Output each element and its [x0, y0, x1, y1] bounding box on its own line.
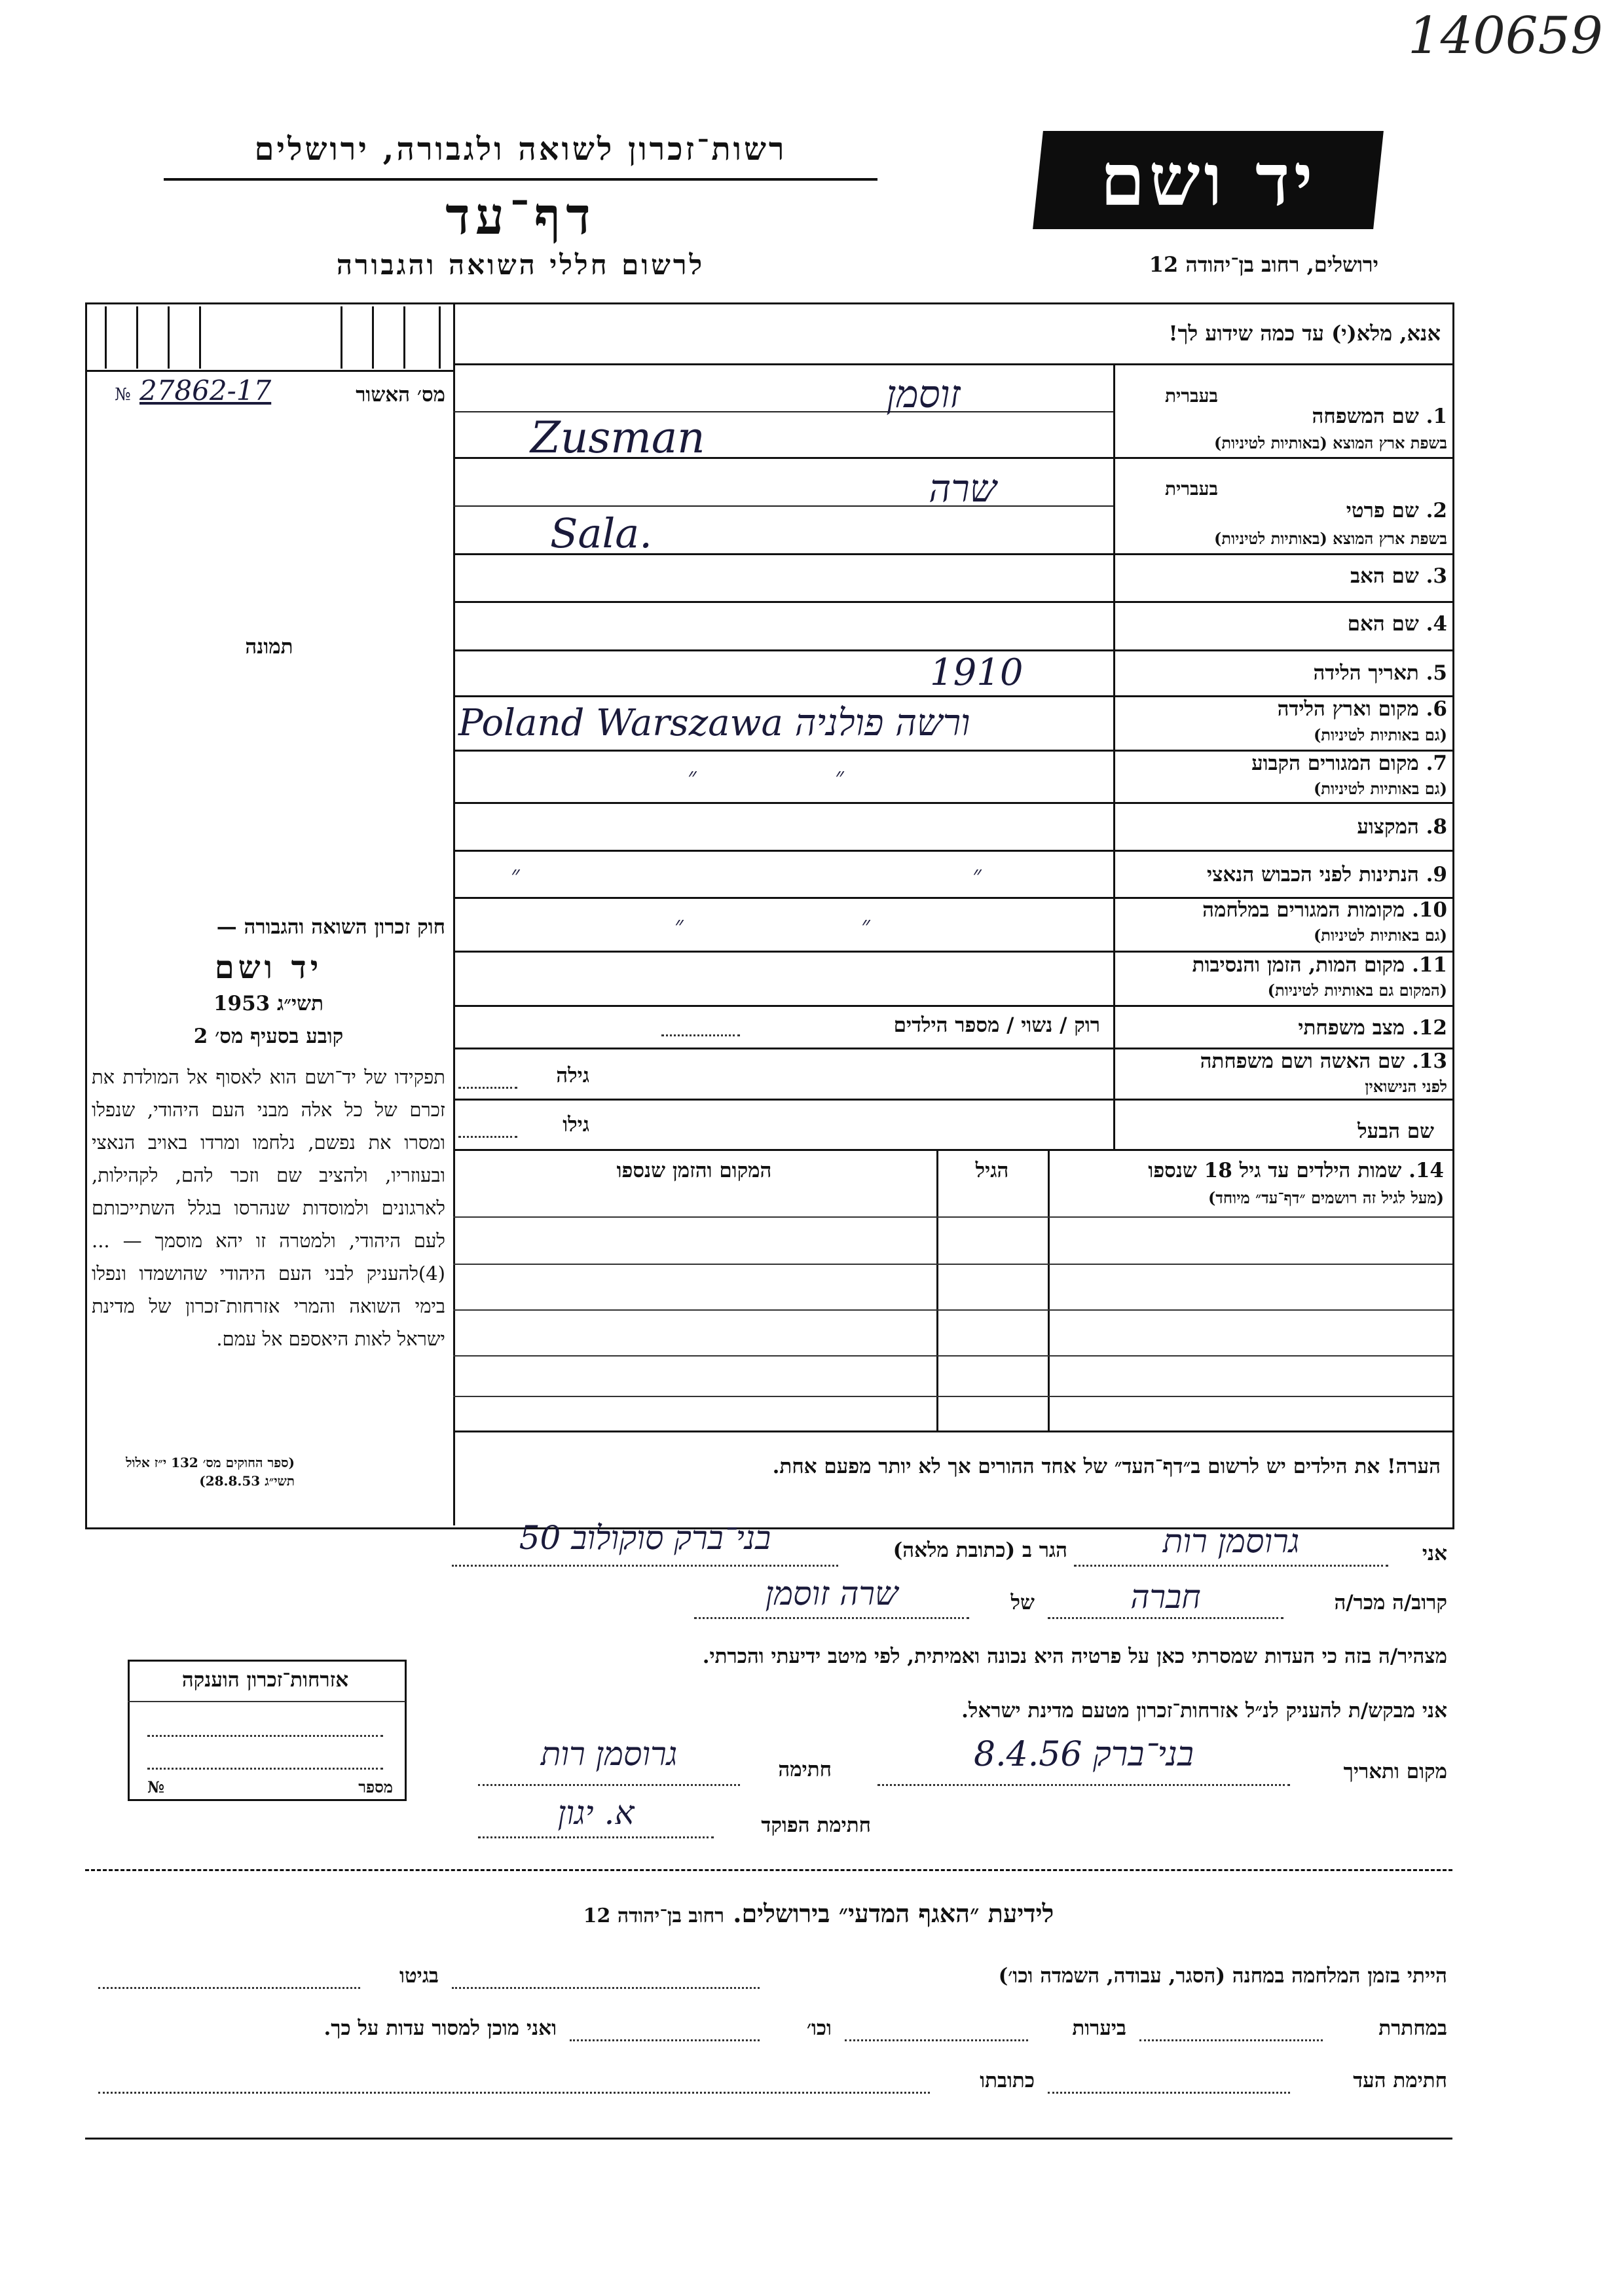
field-10-num: 10. [1412, 898, 1447, 922]
field-13-text: שם האשה ושם משפחתה [1200, 1049, 1405, 1073]
field-10-sub: (גם באותיות לטיניות) [1313, 926, 1447, 945]
field-3-label [1120, 564, 1447, 588]
decl-i: אני [1422, 1542, 1447, 1565]
children-sub: (מעל לגיל זה רושמים ״דף־עד״ מיוחד) [1208, 1188, 1444, 1207]
field-1-sub: בשפת ארץ המוצא (באותיות לטיניות) [1214, 433, 1447, 452]
bottom-title-text: לידיעת ״האגף המדעי״ בירושלים. [733, 1899, 1054, 1928]
field-1-value-hebrew: זוסמן [886, 372, 961, 416]
field-10-text: מקומות המגורים במלחמה [1202, 898, 1405, 922]
field-1-value-latin: Zusman [530, 412, 705, 463]
decl-name: גרוסמן רות [1162, 1522, 1300, 1560]
decl-address: בני־ברק סוקולוב 50 [519, 1519, 771, 1557]
field-6-value: Poland Warszawa ורשה פולניה [458, 702, 970, 744]
citizenship-number-prefix: № [147, 1777, 165, 1796]
field-9-value: ״ ״ [511, 862, 982, 888]
field-8-label [1120, 815, 1447, 839]
bottom-etc: וכו׳ [806, 2016, 832, 2040]
decl-signature-label: חתימה [778, 1758, 832, 1781]
field-7-sub: (גם באותיות לטיניות) [1313, 779, 1447, 798]
comb-boxes [105, 306, 449, 369]
left-column-divider [453, 302, 455, 1525]
decl-officer-label: חתימת הפוקד [761, 1813, 871, 1837]
approval-label: מס׳ האשור [356, 383, 445, 407]
field-11-sub: (המקום גם באותיות לטיניות) [1267, 981, 1447, 1000]
bottom-border [85, 2138, 1452, 2140]
form-subtitle: לרשום חללי השואה והגבורה [336, 249, 705, 281]
form-title: דף־עד [445, 187, 596, 246]
field-2-hebrew-hint: בעברית [1164, 478, 1218, 500]
bottom-witness-signature-label: חתימת העד [1353, 2069, 1447, 2092]
field-3-text: שם האב [1350, 564, 1419, 588]
bottom-title [458, 1899, 1179, 1929]
field-7-text: מקום המגורים הקבוע [1251, 752, 1419, 775]
logo-text: יד ושם [1099, 137, 1317, 222]
field-1-hebrew-hint: בעברית [1164, 385, 1218, 407]
citizenship-title: אזרחות־זכרון הוענקה [181, 1668, 349, 1692]
field-2-num: 2. [1426, 499, 1447, 522]
field-8-num: 8. [1426, 815, 1447, 839]
field-2-value-hebrew: שרה [929, 466, 997, 511]
law-name: יד ושם [214, 949, 323, 986]
field-5-text: תאריך הלידה [1313, 661, 1419, 685]
bottom-ready: ואני מוכן למסור עדות על כך. [323, 2016, 557, 2040]
husband-name-label: שם הבעל [1357, 1120, 1434, 1143]
decl-statement: מצהיר/ה בזה כי העדות שמסרתי כאן על פרטיה היא נכונה ואמיתית, לפי מיטב ידיעתי והכרתי. [702, 1645, 1447, 1668]
bottom-ghetto: בגיטו [399, 1964, 439, 1988]
field-9-label [1120, 863, 1447, 886]
field-3-num: 3. [1426, 564, 1447, 588]
bottom-line-1: הייתי בזמן המלחמה במחנה (הסגר, עבודה, השמדה וכו׳) [998, 1964, 1447, 1988]
children-col-age: הגיל [975, 1159, 1009, 1182]
approval-value [115, 374, 350, 407]
field-12-label [1120, 1016, 1447, 1040]
field-6-sub: (גם באותיות לטיניות) [1313, 725, 1447, 744]
law-body: תפקידו של יד־ושם הוא לאסוף אל המולדת את זכרם של כל אלה מבני העם היהודי, שנפלו ומסרו את נפשם, נלחמו ומרדו באויב הנאצי ובעוזריו, ולהציב שם וזכר להם, לקהילות, לארגונים ולמוסדות שנהרסו בגלל השתייכותם לעם היהודי, ולמטרה זו יהא מוסמך — ...(4)להעניק לבני העם היהודי שהושמדו ונפלו בימי השואה והמרי אזרחות־זכרון של מדינת ישראל לאות היאספם אל עמם. [92, 1066, 445, 1350]
field-2-value-latin: Sala. [550, 509, 652, 557]
law-clause: קובע בסעיף מס׳ 2 [193, 1025, 344, 1048]
field-9-num: 9. [1426, 863, 1447, 886]
yad-vashem-logo [1033, 131, 1384, 229]
decl-signature: גרוסמן רות [540, 1735, 678, 1773]
photo-label: תמונה [245, 635, 293, 659]
children-label: 14. שמות הילדים עד גיל 18 שנספו [1148, 1159, 1444, 1182]
decl-relation-label: קרוב/ה מכר/ה [1334, 1591, 1447, 1614]
field-7-value: ״ ״ [688, 763, 844, 790]
field-2-sub: בשפת ארץ המוצא (באותיות לטיניות) [1214, 529, 1447, 548]
field-13-sub: לפני הנישואין [1365, 1077, 1447, 1096]
field-8-text: המקצוע [1357, 815, 1419, 839]
field-11-label [1120, 953, 1447, 977]
label-divider [1113, 363, 1115, 1149]
bottom-underground: במחתרת [1378, 2016, 1447, 2040]
decl-of: של [1010, 1591, 1035, 1614]
header-rule [164, 178, 877, 181]
field-11-text: מקום המות, הזמן והנסיבות [1192, 953, 1405, 977]
field-4-text: שם האם [1347, 612, 1419, 636]
decl-resides-label: הגר ב (כתובת מלאה) [893, 1539, 1067, 1562]
field-1-label [1120, 405, 1447, 428]
law-spacer [85, 907, 453, 909]
field-6-text: מקום וארץ הלידה [1277, 697, 1419, 721]
archive-number: 140659 [1408, 7, 1603, 65]
decl-place-date: בני־ברק 8.4.56 [974, 1735, 1194, 1774]
header-address: ירושלים, רחוב בן־יהודה 12 [1149, 252, 1378, 277]
note: הערה! את הילדים יש לרשום ב״דף־העד״ של אחד ההורים אך לא יותר מפעם אחת. [772, 1455, 1441, 1478]
authority-line: רשות־זכרון לשואה ולגבורה, ירושלים [254, 131, 787, 168]
decl-relation: חברה [1130, 1578, 1201, 1616]
decl-request: אני מבקש/ת להעניק לנ״ל אזרחות־זכרון מטעם מדינת ישראל. [961, 1699, 1447, 1722]
field-4-num: 4. [1426, 612, 1447, 636]
law-title: חוק זכרון השואה והגבורה — [216, 915, 445, 939]
instructions: אנא, מלא(י) עד כמה שידוע לך! [1168, 321, 1441, 346]
field-13-age-label: גילה [556, 1064, 589, 1087]
field-12-num: 12. [1412, 1016, 1447, 1040]
law-reference: (ספר החוקים מס׳ 132 י״ז אלול תשי״ג 28.8.53) [126, 1455, 295, 1489]
bottom-address: רחוב בן־יהודה 12 [583, 1904, 724, 1927]
law-year: תשי״ג 1953 [213, 992, 324, 1015]
decl-victim-name: שרה זוסמן [765, 1575, 898, 1613]
approval-number: 27862-17 [139, 374, 272, 407]
field-10-value: ״ ״ [674, 912, 870, 939]
field-5-num: 5. [1426, 661, 1447, 685]
field-2-label [1120, 499, 1447, 522]
bottom-address-label: כתובתו [980, 2069, 1035, 2092]
field-4-label [1120, 612, 1447, 636]
field-6-label [1120, 697, 1447, 721]
field-5-value: 1910 [930, 651, 1024, 694]
field-5-label [1120, 661, 1447, 685]
field-2-text: שם פרטי [1346, 499, 1419, 522]
field-7-num: 7. [1426, 752, 1447, 775]
field-13-num: 13. [1412, 1049, 1447, 1073]
approval-prefix: № [115, 385, 131, 405]
field-11-num: 11. [1412, 953, 1447, 977]
field-1-num: 1. [1426, 405, 1447, 428]
field-12-text: מצב משפחתי [1298, 1016, 1405, 1040]
field-9-text: הנתינות לפני הכבוש הנאצי [1207, 863, 1419, 886]
comb-rule [85, 370, 453, 372]
bottom-rule [85, 1869, 1452, 1873]
children-col-place: המקום והזמן שנספו [616, 1159, 772, 1182]
field-1-text: שם המשפחה [1312, 405, 1419, 428]
decl-officer-signature: א. יגון [557, 1794, 635, 1832]
bottom-forests: ביערות [1072, 2016, 1126, 2040]
decl-place-date-label: מקום ותאריך [1343, 1760, 1447, 1783]
citizenship-number-text: מספר [358, 1777, 393, 1796]
field-10-label [1120, 898, 1447, 922]
husband-age-label: גילו [563, 1113, 589, 1137]
instructions-rule [453, 363, 1452, 365]
field-7-label [1120, 752, 1447, 775]
field-12-options: רוק / נשוי / מספר הילדים [893, 1013, 1100, 1037]
field-13-label [1120, 1049, 1447, 1073]
field-6-num: 6. [1426, 697, 1447, 721]
